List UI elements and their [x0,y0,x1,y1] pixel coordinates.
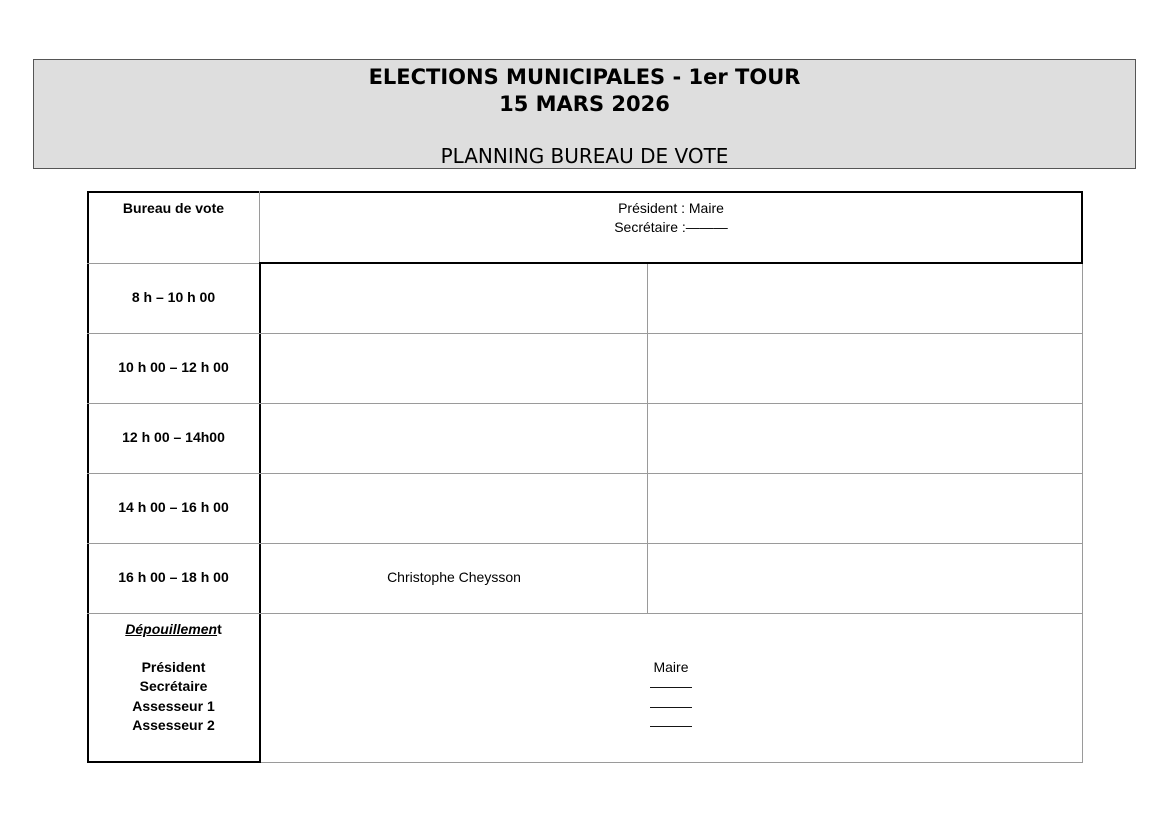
role-assesseur-2: Assesseur 2 [132,717,215,733]
slot-column-divider [647,264,648,614]
table-border-right-header [1081,191,1083,264]
slot-time-2: 10 h 00 – 12 h 00 [118,359,229,375]
planning-table [87,191,1083,763]
depouillement-title-main: Dépouillemen [125,621,218,637]
slot-time-5: 16 h 00 – 18 h 00 [118,569,229,585]
value-assesseur-1: ——— [650,698,692,714]
table-border-top [87,191,1083,193]
role-assesseur-1: Assesseur 1 [132,698,215,714]
value-assesseur-2: ——— [650,717,692,733]
header-row-divider-left [87,263,259,264]
role-secretaire: Secrétaire [139,678,208,694]
election-title: ELECTIONS MUNICIPALES - 1er TOUR [368,65,801,89]
row-divider-3 [87,473,1083,474]
slot-time-3: 12 h 00 – 14h00 [122,429,225,445]
header-bureau-label: Bureau de vote [122,200,225,216]
election-date: 15 MARS 2026 [499,92,670,116]
table-border-right [1082,264,1083,763]
role-president: Président [141,659,206,675]
header-president: Président : Maire [618,200,724,216]
value-president: Maire [653,659,689,675]
table-border-bottom-right [261,762,1083,763]
table-border-bottom-left [87,761,261,763]
slot-assignee-5a: Christophe Cheysson [387,569,521,585]
header-row-divider [259,262,1083,264]
row-divider-1 [87,333,1083,334]
value-secretaire: ——— [650,678,692,694]
row-divider-5 [87,613,1083,614]
row-divider-2 [87,403,1083,404]
depouillement-title-end: t [217,621,222,637]
header-secretaire: Secrétaire :——— [614,219,728,235]
planning-subtitle: PLANNING BUREAU DE VOTE [440,144,729,168]
slot-time-4: 14 h 00 – 16 h 00 [118,499,229,515]
depouillement-title [87,620,260,639]
header-box [33,59,1136,169]
slot-time-1: 8 h – 10 h 00 [131,289,216,305]
row-divider-4 [87,543,1083,544]
